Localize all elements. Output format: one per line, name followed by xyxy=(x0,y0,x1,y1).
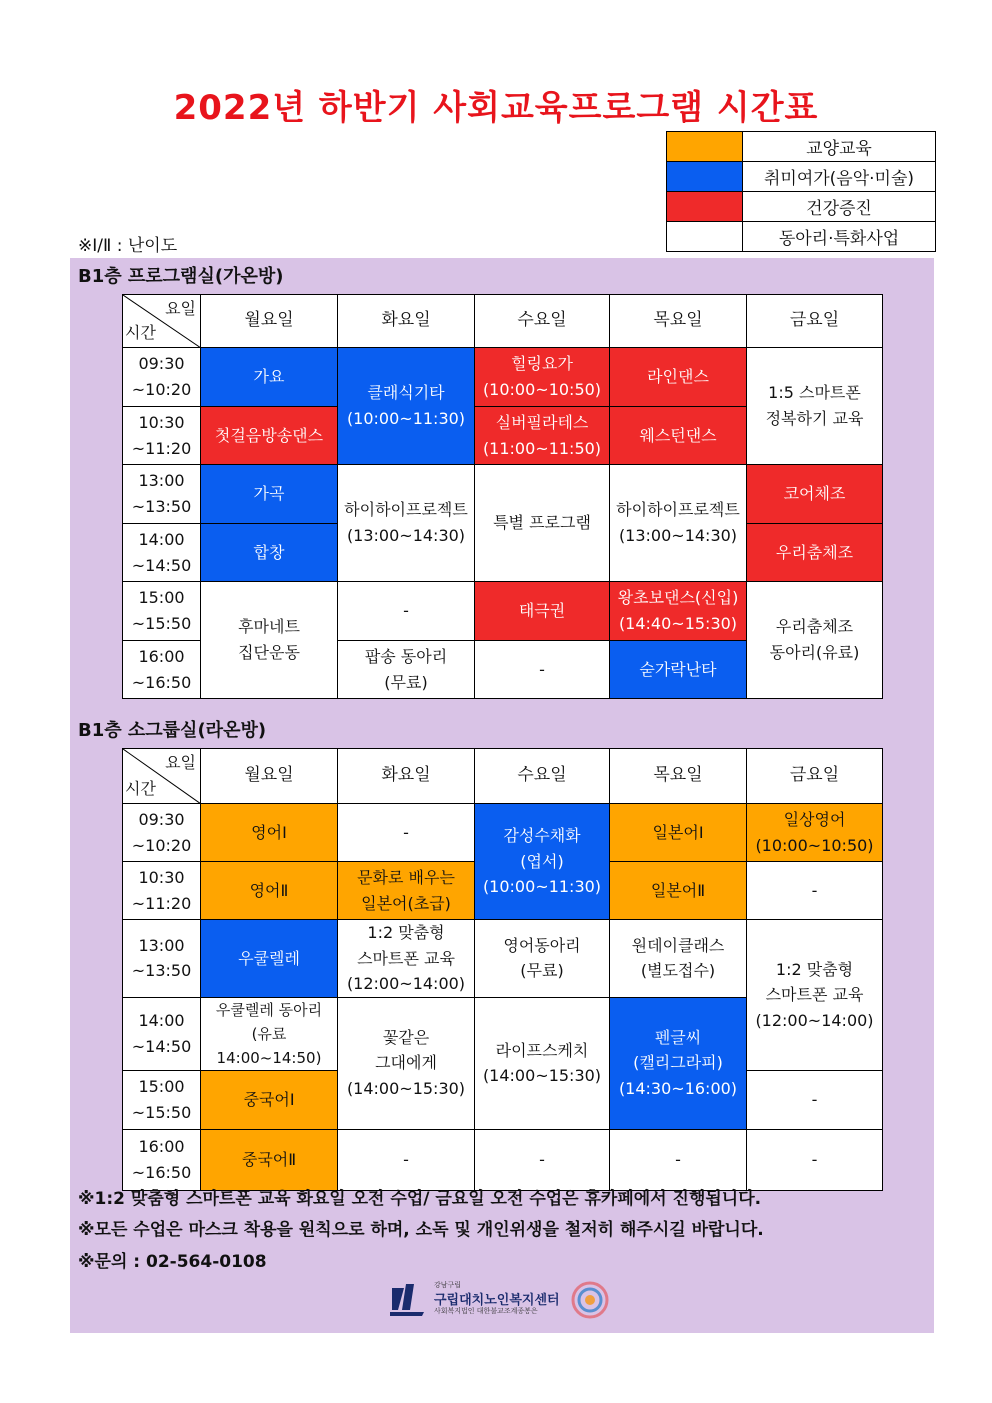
legend xyxy=(666,131,936,252)
logo-center-name: 구립대치노인복지센터 xyxy=(434,1293,560,1308)
class-cell: 가곡 xyxy=(201,465,338,524)
time-slot: 09:30 ~10:20 xyxy=(123,804,201,862)
note-contact: ※문의 : 02-564-0108 xyxy=(78,1252,267,1272)
table-row xyxy=(123,804,883,862)
class-cell: 후마네트 집단운동 xyxy=(201,582,338,699)
class-cell: 코어체조 xyxy=(747,465,883,524)
day-label: 요일 xyxy=(165,299,196,318)
table-row xyxy=(123,920,883,998)
time-slot: 15:00 ~15:50 xyxy=(123,582,201,641)
legend-item xyxy=(667,132,936,162)
legend-item xyxy=(667,192,936,222)
time-slot: 15:00 ~15:50 xyxy=(123,1070,201,1129)
section-title-gaon: B1층 프로그램실(가온방) xyxy=(78,266,284,287)
logo-sub-text: 사회복지법인 대한불교조계종봉은 xyxy=(434,1307,538,1315)
corner-header xyxy=(123,749,201,804)
time-slot: 10:30 ~11:20 xyxy=(123,862,201,920)
class-cell: 일본어Ⅰ xyxy=(610,804,747,862)
day-thursday: 목요일 xyxy=(610,295,747,348)
class-cell: - xyxy=(747,1129,883,1190)
class-cell: 감성수채화 (엽서) (10:00~11:30) xyxy=(475,804,610,920)
class-cell: - xyxy=(747,862,883,920)
note-mask: ※모든 수업은 마스크 착용을 원칙으로 하며, 소독 및 개인위생을 철저히 해주시길 바랍니다. xyxy=(78,1220,764,1240)
legend-label-hobby: 취미여가(음악·미술) xyxy=(743,162,936,192)
class-cell: 우리춤체조 동아리(유료) xyxy=(747,582,883,699)
class-cell: 태극권 xyxy=(475,582,610,641)
class-cell: 영어Ⅰ xyxy=(201,804,338,862)
day-monday: 월요일 xyxy=(201,295,338,348)
table-header-row xyxy=(123,749,883,804)
center-logo-mark-icon xyxy=(388,1280,428,1318)
time-slot: 09:30 ~10:20 xyxy=(123,348,201,407)
table-row xyxy=(123,582,883,641)
corner-header xyxy=(123,295,201,348)
class-cell: 클래식기타 (10:00~11:30) xyxy=(338,348,475,465)
class-cell: 1:2 맞춤형 스마트폰 교육 (12:00~14:00) xyxy=(338,920,475,998)
day-friday: 금요일 xyxy=(747,749,883,804)
legend-label-health: 건강증진 xyxy=(743,192,936,222)
class-cell: 하이하이프로젝트 (13:00~14:30) xyxy=(338,465,475,582)
class-cell: 라인댄스 xyxy=(610,348,747,407)
legend-swatch-hobby xyxy=(667,162,743,192)
class-cell: 가요 xyxy=(201,348,338,407)
class-cell: 펜글씨 (캘리그라피) (14:30~16:00) xyxy=(610,997,747,1129)
class-cell: - xyxy=(475,641,610,699)
page-title: 2022년 하반기 사회교육프로그램 시간표 xyxy=(173,88,819,128)
class-cell: - xyxy=(338,1129,475,1190)
class-cell: - xyxy=(338,804,475,862)
note-smartphone: ※1:2 맞춤형 스마트폰 교육 화요일 오전 수업/ 금요일 오전 수업은 휴카페에서 진행됩니다. xyxy=(78,1189,762,1209)
class-cell: 라이프스케치 (14:00~15:30) xyxy=(475,997,610,1129)
time-slot: 14:00 ~14:50 xyxy=(123,524,201,582)
class-cell: - xyxy=(475,1129,610,1190)
class-cell: 합창 xyxy=(201,524,338,582)
legend-swatch-health xyxy=(667,192,743,222)
day-monday: 월요일 xyxy=(201,749,338,804)
time-slot: 10:30 ~11:20 xyxy=(123,407,201,465)
class-cell: 숟가락난타 xyxy=(610,641,747,699)
class-cell: 1:2 맞춤형 스마트폰 교육 (12:00~14:00) xyxy=(747,920,883,1071)
class-cell: 힐링요가 (10:00~10:50) xyxy=(475,348,610,407)
center-logo xyxy=(388,1280,628,1320)
class-cell: 하이하이프로젝트 (13:00~14:30) xyxy=(610,465,747,582)
class-cell: 특별 프로그램 xyxy=(475,465,610,582)
time-slot: 14:00 ~14:50 xyxy=(123,997,201,1070)
legend-item xyxy=(667,162,936,192)
legend-label-culture: 교양교육 xyxy=(743,132,936,162)
class-cell: - xyxy=(610,1129,747,1190)
legend-swatch-club xyxy=(667,222,743,252)
time-slot: 16:00 ~16:50 xyxy=(123,1129,201,1190)
class-cell: 원데이클래스 (별도접수) xyxy=(610,920,747,998)
difficulty-note: ※Ⅰ/Ⅱ : 난이도 xyxy=(78,236,178,256)
class-cell: 우리춤체조 xyxy=(747,524,883,582)
section-title-raon: B1층 소그룹실(라온방) xyxy=(78,720,267,741)
time-slot: 13:00 ~13:50 xyxy=(123,920,201,998)
table-row xyxy=(123,1129,883,1190)
legend-swatch-culture xyxy=(667,132,743,162)
day-tuesday: 화요일 xyxy=(338,295,475,348)
schedule-table-gaon xyxy=(122,294,883,699)
class-cell: 중국어Ⅰ xyxy=(201,1070,338,1129)
time-slot: 16:00 ~16:50 xyxy=(123,641,201,699)
class-cell: 우쿨렐레 동아리 (유료 14:00~14:50) xyxy=(201,997,338,1070)
table-header-row xyxy=(123,295,883,348)
day-wednesday: 수요일 xyxy=(475,295,610,348)
day-wednesday: 수요일 xyxy=(475,749,610,804)
class-cell: 문화로 배우는 일본어(초급) xyxy=(338,862,475,920)
day-friday: 금요일 xyxy=(747,295,883,348)
table-row xyxy=(123,465,883,524)
legend-item xyxy=(667,222,936,252)
time-label: 시간 xyxy=(125,323,156,343)
class-cell: 일본어Ⅱ xyxy=(610,862,747,920)
class-cell: 실버필라테스 (11:00~11:50) xyxy=(475,407,610,465)
class-cell: 1:5 스마트폰 정복하기 교육 xyxy=(747,348,883,465)
day-thursday: 목요일 xyxy=(610,749,747,804)
day-tuesday: 화요일 xyxy=(338,749,475,804)
logo-small-text: 강남구립 xyxy=(434,1281,462,1289)
schedule-table-raon xyxy=(122,748,883,1191)
class-cell: 중국어Ⅱ xyxy=(201,1129,338,1190)
class-cell: 팝송 동아리 (무료) xyxy=(338,641,475,699)
class-cell: 꽃같은 그대에게 (14:00~15:30) xyxy=(338,997,475,1129)
class-cell: - xyxy=(338,582,475,641)
class-cell: - xyxy=(747,1070,883,1129)
time-slot: 13:00 ~13:50 xyxy=(123,465,201,524)
class-cell: 첫걸음방송댄스 xyxy=(201,407,338,465)
class-cell: 왕초보댄스(신입) (14:40~15:30) xyxy=(610,582,747,641)
class-cell: 영어동아리 (무료) xyxy=(475,920,610,998)
class-cell: 웨스턴댄스 xyxy=(610,407,747,465)
class-cell: 일상영어 (10:00~10:50) xyxy=(747,804,883,862)
foundation-emblem-icon xyxy=(566,1280,618,1320)
class-cell: 영어Ⅱ xyxy=(201,862,338,920)
table-row xyxy=(123,348,883,407)
time-label: 시간 xyxy=(125,779,156,799)
class-cell: 우쿨렐레 xyxy=(201,920,338,998)
day-label: 요일 xyxy=(165,753,196,772)
legend-label-club: 동아리·특화사업 xyxy=(743,222,936,252)
